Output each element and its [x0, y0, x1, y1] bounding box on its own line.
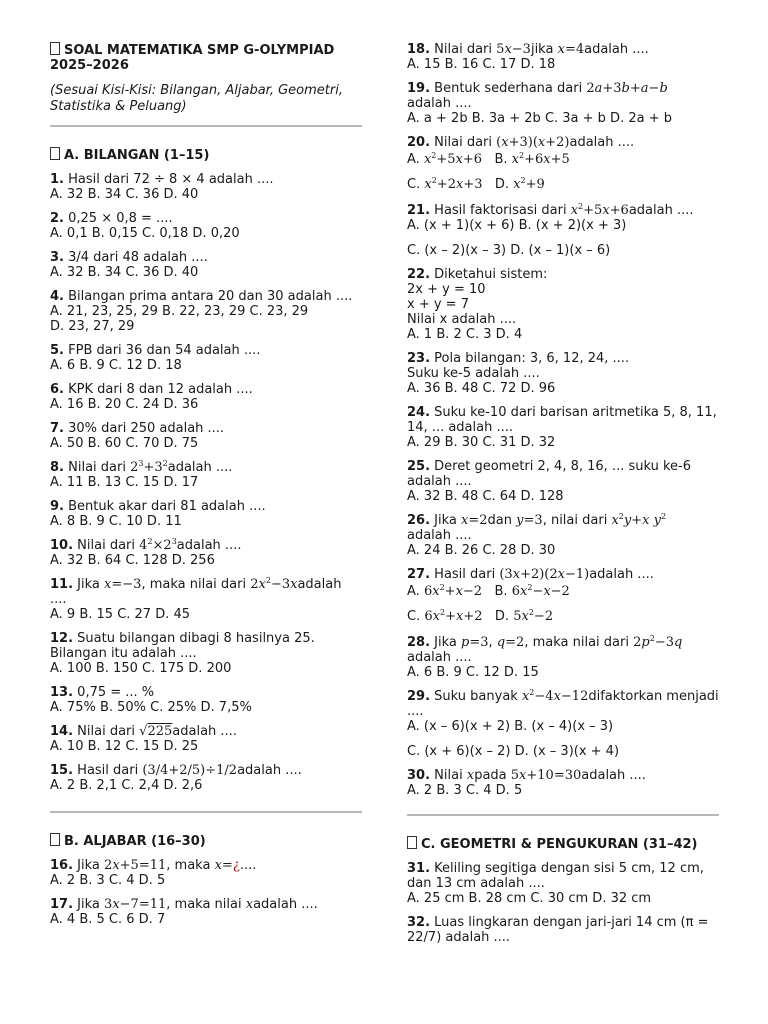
question-1: 1. Hasil dari 72 ÷ 8 × 4 adalah .... A. 32 B. 34 C. 36 D. 40 — [50, 172, 362, 202]
math-expression: $x^2y+x$ $y^2$ — [611, 512, 667, 528]
missing-glyph-icon — [407, 836, 417, 849]
options: C. $6x^2+x+2$ D. $5x^2-2$ — [407, 608, 554, 624]
question-10: 10. Nilai dari $4^2\times 2^3adalah$ .... A. 32 B. 64 C. 128 D. 256 — [50, 538, 362, 568]
question-29: 29. Suku banyak $x^2-4x-12difaktorkan$ menjadi .... A. (x – 6)(x + 2) B. (x – 4)(x – 3) C. (x + 6)(x – 2) D. (x – 3)(x + 4) — [407, 688, 719, 759]
math-expression: x=4 — [557, 42, 585, 57]
math-expression: x — [245, 897, 254, 912]
page-subtitle: (Sesuai Kisi-Kisi: Bilangan, Aljabar, Geometri, Statistika & Peluang) — [50, 83, 343, 114]
math-expression: $2p^2-3q$ — [633, 634, 683, 650]
math-expression: √225 — [139, 724, 173, 739]
question-12: 12. Suatu bilangan dibagi 8 hasilnya 25. Bilangan itu adalah .... A. 100 B. 150 C. 175 D. 200 — [50, 631, 362, 676]
question-8: 8. Nilai dari $2^3+3^2adalah$ .... A. 11 B. 13 C. 15 D. 17 — [50, 460, 362, 490]
math-expression: q=2 — [496, 635, 525, 650]
question-3: 3. 3/4 dari 48 adalah .... A. 32 B. 34 C. 36 D. 40 — [50, 250, 362, 280]
options: A. 6 B. 9 C. 12 D. 18 — [50, 358, 182, 373]
question-17: 17. Jika 3x−7=11, maka nilai xadalah .... A. 4 B. 5 C. 6 D. 7 — [50, 897, 362, 927]
section-heading-aljabar: B. ALJABAR (16–30) — [50, 833, 362, 849]
options: A. 29 B. 30 C. 31 D. 32 — [407, 435, 556, 450]
options: A. 0,1 B. 0,15 C. 0,18 D. 0,20 — [50, 226, 240, 241]
question-11: 11. Jika x=−3, maka nilai dari $2x^2-3xadalah$ .... A. 9 B. 15 C. 27 D. 45 — [50, 577, 362, 622]
question-22: 22. Diketahui sistem: 2x + y = 10 x + y = 7 Nilai x adalah .... A. 1 B. 2 C. 3 D. 4 — [407, 267, 719, 342]
question-32: 32. Luas lingkaran dengan jari-jari 14 cm (π = 22/7) adalah .... — [407, 915, 709, 945]
options: A. 2 B. 3 C. 4 D. 5 — [407, 783, 523, 798]
math-expression: x — [466, 768, 475, 783]
divider — [50, 811, 362, 813]
page-title-text: SOAL MATEMATIKA SMP G-OLYMPIAD 2025–2026 — [50, 43, 335, 73]
options: A. 10 B. 12 C. 15 D. 25 — [50, 739, 199, 754]
question-21: 21. Hasil faktorisasi dari $x^2+5x+6adalah$ .... A. (x + 1)(x + 6) B. (x + 2)(x + 3) C. (x – 2)(x – 3) D. (x – 1)(x – 6) — [407, 203, 719, 258]
options: A. 25 cm B. 28 cm C. 30 cm D. 32 cm — [407, 891, 652, 906]
question-15: 15. Hasil dari (3/4+2/5)÷1/2adalah .... A. 2 B. 2,1 C. 2,4 D. 2,6 — [50, 763, 362, 793]
section-heading-geometri: C. GEOMETRI & PENGUKURAN (31–42) — [407, 836, 719, 852]
math-expression: (3x+2)(2x−1) — [499, 567, 590, 582]
math-expression: 3x−7=11 — [104, 897, 167, 912]
options: A. 4 B. 5 C. 6 D. 7 — [50, 912, 166, 927]
question-19: 19. Bentuk sederhana dari 2a+3b+a−b adalah .... A. a + 2b B. 3a + 2b C. 3a + b D. 2a + b — [407, 81, 719, 126]
math-expression: p=3 — [461, 635, 489, 650]
question-25: 25. Deret geometri 2, 4, 8, 16, ... suku ke-6 adalah .... A. 32 B. 48 C. 64 D. 128 — [407, 459, 719, 504]
question-13: 13. 0,75 = ... % A. 75% B. 50% C. 25% D. 7,5% — [50, 685, 362, 715]
question-7: 7. 30% dari 250 adalah .... A. 50 B. 60 C. 70 D. 75 — [50, 421, 362, 451]
math-expression: (x+3)(x+2) — [496, 135, 570, 150]
options: C. $x^2+2x+3$ D. $x^2+9$ — [407, 176, 545, 192]
options: A. 9 B. 15 C. 27 D. 45 — [50, 607, 191, 622]
options: A. a + 2b B. 3a + 2b C. 3a + b D. 2a + b — [407, 111, 672, 126]
math-expression: 2a+3b+a−b — [586, 81, 668, 96]
options: A. 2 B. 3 C. 4 D. 5 — [50, 873, 166, 888]
missing-glyph-icon — [50, 833, 60, 846]
options: A. 32 B. 34 C. 36 D. 40 — [50, 187, 199, 202]
math-expression: x=2 — [461, 513, 488, 528]
options: A. (x – 6)(x + 2) B. (x – 4)(x – 3) — [407, 719, 614, 734]
options: A. 100 B. 150 C. 175 D. 200 — [50, 661, 232, 676]
section-heading-bilangan: A. BILANGAN (1–15) — [50, 147, 362, 163]
question-9: 9. Bentuk akar dari 81 adalah .... A. 8 B. 9 C. 10 D. 11 — [50, 499, 362, 529]
question-30: 30. Nilai xpada 5x+10=30adalah .... A. 2 B. 3 C. 4 D. 5 — [407, 768, 719, 798]
math-expression: $4^2\times 2^3$ — [139, 537, 177, 553]
options: A. 11 B. 13 C. 15 D. 17 — [50, 475, 199, 490]
options: A. 2 B. 2,1 C. 2,4 D. 2,6 — [50, 778, 203, 793]
page-title — [50, 42, 362, 73]
question-28: 28. Jika p=3, q=2, maka nilai dari $2p^2-3q$ adalah .... A. 6 B. 9 C. 12 D. 15 — [407, 635, 719, 680]
missing-glyph-icon — [50, 42, 60, 55]
question-14: 14. Nilai dari √225adalah .... A. 10 B. 12 C. 15 D. 25 — [50, 724, 362, 754]
question-5: 5. FPB dari 36 dan 54 adalah .... A. 6 B. 9 C. 12 D. 18 — [50, 343, 362, 373]
math-expression: 5x−3 — [496, 42, 531, 57]
question-2: 2. 0,25 × 0,8 = .... A. 0,1 B. 0,15 C. 0,18 D. 0,20 — [50, 211, 362, 241]
options: A. 75% B. 50% C. 25% D. 7,5% — [50, 700, 252, 715]
math-expression: x=−3 — [104, 577, 142, 592]
left-column — [50, 42, 362, 927]
options: A. 32 B. 64 C. 128 D. 256 — [50, 553, 215, 568]
math-expression: $2^3+3^2$ — [130, 459, 168, 475]
question-24: 24. Suku ke-10 dari barisan aritmetika 5, 8, 11, 14, ... adalah .... A. 29 B. 30 C. 31 D. 32 — [407, 405, 719, 450]
options: D. 23, 27, 29 — [50, 319, 135, 334]
math-expression: x=¿ — [214, 858, 240, 873]
divider — [407, 814, 719, 816]
divider — [50, 125, 362, 127]
options: A. 36 B. 48 C. 72 D. 96 — [407, 381, 556, 396]
question-18: 18. Nilai dari 5x−3jika x=4adalah .... A. 15 B. 16 C. 17 D. 18 — [407, 42, 719, 72]
math-expression: $2x^2-3x$ — [250, 576, 298, 592]
right-column — [407, 42, 719, 945]
math-expression: 5x+10=30 — [510, 768, 582, 783]
options: A. 6 B. 9 C. 12 D. 15 — [407, 665, 539, 680]
options: A. 8 B. 9 C. 10 D. 11 — [50, 514, 182, 529]
options: A. 1 B. 2 C. 3 D. 4 — [407, 327, 523, 342]
options: A. $x^2+5x+6$ B. $x^2+6x+5$ — [407, 151, 570, 167]
options: C. (x – 2)(x – 3) D. (x – 1)(x – 6) — [407, 243, 611, 258]
question-4: 4. Bilangan prima antara 20 dan 30 adalah .... A. 21, 23, 25, 29 B. 22, 23, 29 C. 23, 29 D. 23, 27, 29 — [50, 289, 362, 334]
options: A. 50 B. 60 C. 70 D. 75 — [50, 436, 199, 451]
options: A. 24 B. 26 C. 28 D. 30 — [407, 543, 556, 558]
math-expression: (3/4+2/5)÷1/2 — [142, 763, 238, 778]
options: A. (x + 1)(x + 6) B. (x + 2)(x + 3) — [407, 218, 627, 233]
question-31: 31. Keliling segitiga dengan sisi 5 cm, 12 cm, dan 13 cm adalah .... A. 25 cm B. 28 cm C. 30 cm D. 32 cm — [407, 861, 719, 906]
question-27: 27. Hasil dari (3x+2)(2x−1)adalah .... A. $6x^2+x-2$ B. $6x^2-x-2$ C. $6x^2+x+2$ D. $5x^2-2$ — [407, 567, 719, 624]
question-23: 23. Pola bilangan: 3, 6, 12, 24, .... Suku ke-5 adalah .... A. 36 B. 48 C. 72 D. 96 — [407, 351, 719, 396]
question-6: 6. KPK dari 8 dan 12 adalah .... A. 16 B. 20 C. 24 D. 36 — [50, 382, 362, 412]
question-26: 26. Jika x=2dan y=3, nilai dari $x^2y+x$ $y^2$ adalah .... A. 24 B. 26 C. 28 D. 30 — [407, 513, 719, 558]
math-expression: y=3 — [516, 513, 543, 528]
math-expression: $x^2+5x+6$ — [570, 202, 629, 218]
math-expression: $x^2-4x-12$ — [521, 688, 589, 704]
question-20: 20. Nilai dari (x+3)(x+2)adalah .... A. $x^2+5x+6$ B. $x^2+6x+5$ C. $x^2+2x+3$ D. $x^2+9$ — [407, 135, 719, 192]
options: C. (x + 6)(x – 2) D. (x – 3)(x + 4) — [407, 744, 620, 759]
options: A. $6x^2+x-2$ B. $6x^2-x-2$ — [407, 583, 570, 599]
options: A. 32 B. 34 C. 36 D. 40 — [50, 265, 199, 280]
options: A. 15 B. 16 C. 17 D. 18 — [407, 57, 556, 72]
options: A. 32 B. 48 C. 64 D. 128 — [407, 489, 564, 504]
question-16: 16. Jika 2x+5=11, maka x=¿.... A. 2 B. 3 C. 4 D. 5 — [50, 858, 362, 888]
options: A. 16 B. 20 C. 24 D. 36 — [50, 397, 199, 412]
math-expression: 2x+5=11 — [104, 858, 167, 873]
missing-glyph-icon — [50, 147, 60, 160]
options: A. 21, 23, 25, 29 B. 22, 23, 29 C. 23, 29 — [50, 304, 309, 319]
